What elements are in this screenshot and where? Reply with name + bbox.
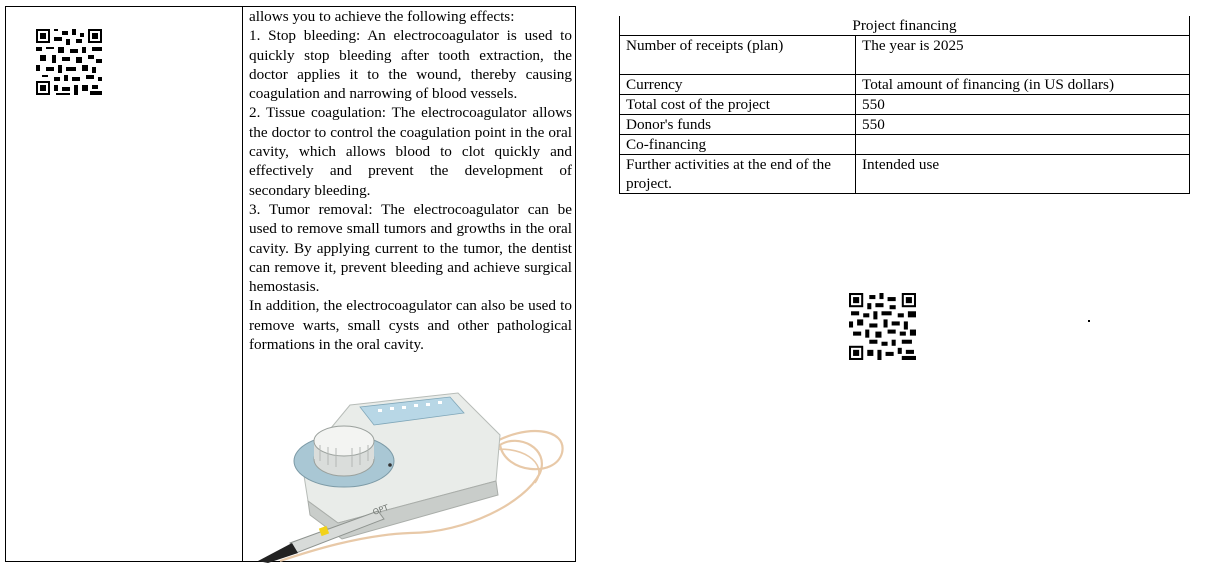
row-label: Donor's funds [620, 115, 856, 135]
row-value: 550 [856, 115, 1190, 135]
table-row [620, 75, 1190, 95]
qr-code-icon [849, 293, 916, 360]
effect-stop-bleeding: 1. Stop bleeding: An electrocoagulator is used to quickly stop bleeding after tooth extraction, the doctor applies it to the wound, thereby causing coagulation and narrowing of blood vessels. [249, 27, 572, 103]
table-row [620, 36, 1190, 75]
table-row [620, 115, 1190, 135]
effect-tumor-removal: 3. Tumor removal: The electrocoagulator can be used to remove small tumors and growths in the oral cavity. By applying current to the tumor, the dentist can remove it, prevent bleeding and achieve surgical hemostasis. [249, 200, 572, 296]
device-label: OPT [371, 502, 390, 517]
table-title: Project financing [620, 16, 1190, 36]
row-label: Co-financing [620, 135, 856, 155]
table-title-row [620, 16, 1190, 36]
row-label: Total cost of the project [620, 95, 856, 115]
table-row [620, 95, 1190, 115]
table-row [620, 135, 1190, 155]
table-row [620, 155, 1190, 194]
row-label: Currency [620, 75, 856, 95]
project-financing-table [619, 16, 1190, 194]
electrocoagulator-image [250, 383, 572, 563]
row-value: 550 [856, 95, 1190, 115]
qr-code-icon [36, 29, 102, 95]
stray-dot [1088, 320, 1090, 322]
row-value: The year is 2025 [856, 36, 1190, 75]
row-value: Total amount of financing (in US dollars) [856, 75, 1190, 95]
addition-text: In addition, the electrocoagulator can also be used to remove warts, small cysts and other pathological formations in the oral cavity. [249, 297, 572, 354]
row-label: Further activities at the end of the project. [620, 155, 856, 194]
left-table [5, 6, 576, 562]
description-text [249, 7, 572, 354]
row-value: Intended use [856, 155, 1190, 194]
effect-tissue-coagulation: 2. Tissue coagulation: The electrocoagulator allows the doctor to control the coagulation point in the oral cavity, which allows blood to clot quickly and effectively and prevent the development of secondary bleeding. [249, 104, 572, 199]
row-value [856, 135, 1190, 155]
column-divider [242, 7, 243, 561]
row-label: Number of receipts (plan) [620, 36, 856, 75]
intro-text: allows you to achieve the following effects: [249, 8, 515, 25]
